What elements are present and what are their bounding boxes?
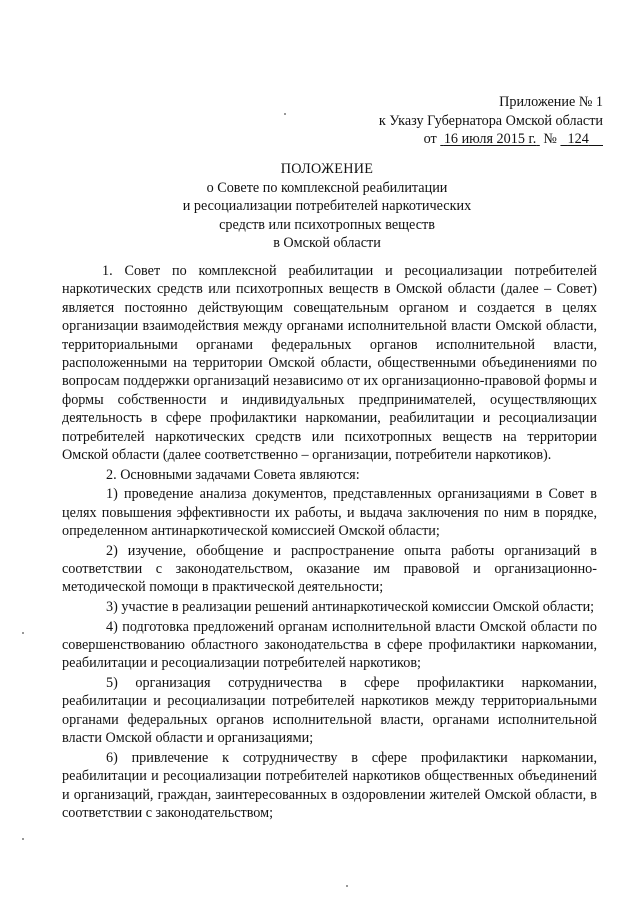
number-prefix: № xyxy=(543,131,557,148)
decree-number: 124 xyxy=(567,131,589,148)
task-item-2: 2) изучение, обобщение и распространение опыта работы организаций в соответствии с законодательством, оказание им правовой и организационно-методической помощи в практической деятельности; xyxy=(62,542,597,596)
document-body xyxy=(62,262,597,823)
appendix-header xyxy=(379,93,603,149)
task-item-6: 6) привлечение к сотрудничеству в сфере профилактики наркомании, реабилитации и ресоциализации потребителей наркотиков общественных объединений и организаций, граждан, заинтересованных в оздоровлении жителей Омской области, в соответствии с законодательством; xyxy=(62,749,597,822)
scan-speck xyxy=(22,838,24,840)
scan-speck xyxy=(22,632,24,634)
document-subtitle-line: о Совете по комплексной реабилитации xyxy=(206,179,448,196)
task-item-1: 1) проведение анализа документов, представленных организациями в Совет в целях повышения эффективности их работы, и выдача заключения по ним в порядке, определенном антинаркотической комиссией Омской области; xyxy=(62,486,597,540)
scan-speck xyxy=(346,885,348,887)
paragraph-2: 2. Основными задачами Совета являются: xyxy=(106,466,360,483)
date-prefix: от xyxy=(423,131,437,148)
appendix-date-line xyxy=(379,130,603,149)
appendix-decree-ref: к Указу Губернатора Омской области xyxy=(378,112,603,129)
task-item-3: 3) участие в реализации решений антинаркотической комиссии Омской области; xyxy=(106,599,595,616)
paragraph-1: 1. Совет по комплексной реабилитации и ресоциализации потребителей наркотических средств или психотропных веществ в Омской области (далее – Совет) является постоянно действующим совещательным органом и создается в целях организации взаимодействия между органами исполнительной власти Омской области, территориальными органами федеральных органов исполнительной власти, расположенными на территории Омской области, общественными объединениями по вопросам поддержки организаций независимо от их организационно-правовой формы и формы собственности и индивидуальных предпринимателей, осуществляющих деятельность в сфере профилактики наркомании, реабилитации и ресоциализации потребителей наркотических средств или психотропных веществ на территории Омской области (далее соответственно – организации, потребители наркотиков). xyxy=(62,263,597,464)
document-subtitle-line: и ресоциализации потребителей наркотических xyxy=(182,198,472,214)
document-subtitle-line: в Омской области xyxy=(273,235,381,251)
scan-speck xyxy=(284,113,286,115)
appendix-number: Приложение № 1 xyxy=(499,94,603,110)
decree-date: 16 июля 2015 г. xyxy=(443,131,537,148)
document-subtitle-line: средств или психотропных веществ xyxy=(219,216,435,233)
task-item-4: 4) подготовка предложений органам исполнительной власти Омской области по совершенствованию областного законодательства в сфере профилактики наркомании, реабилитации и ресоциализации потребителей наркотиков; xyxy=(62,618,597,672)
document-title: ПОЛОЖЕНИЕ xyxy=(280,161,374,177)
document-heading xyxy=(0,160,640,253)
task-item-5: 5) организация сотрудничества в сфере профилактики наркомании, реабилитации и ресоциализации потребителей наркотиков между территориальными органами федеральных органов исполнительной власти, органами исполнительной власти Омской области и организациями; xyxy=(62,675,597,747)
